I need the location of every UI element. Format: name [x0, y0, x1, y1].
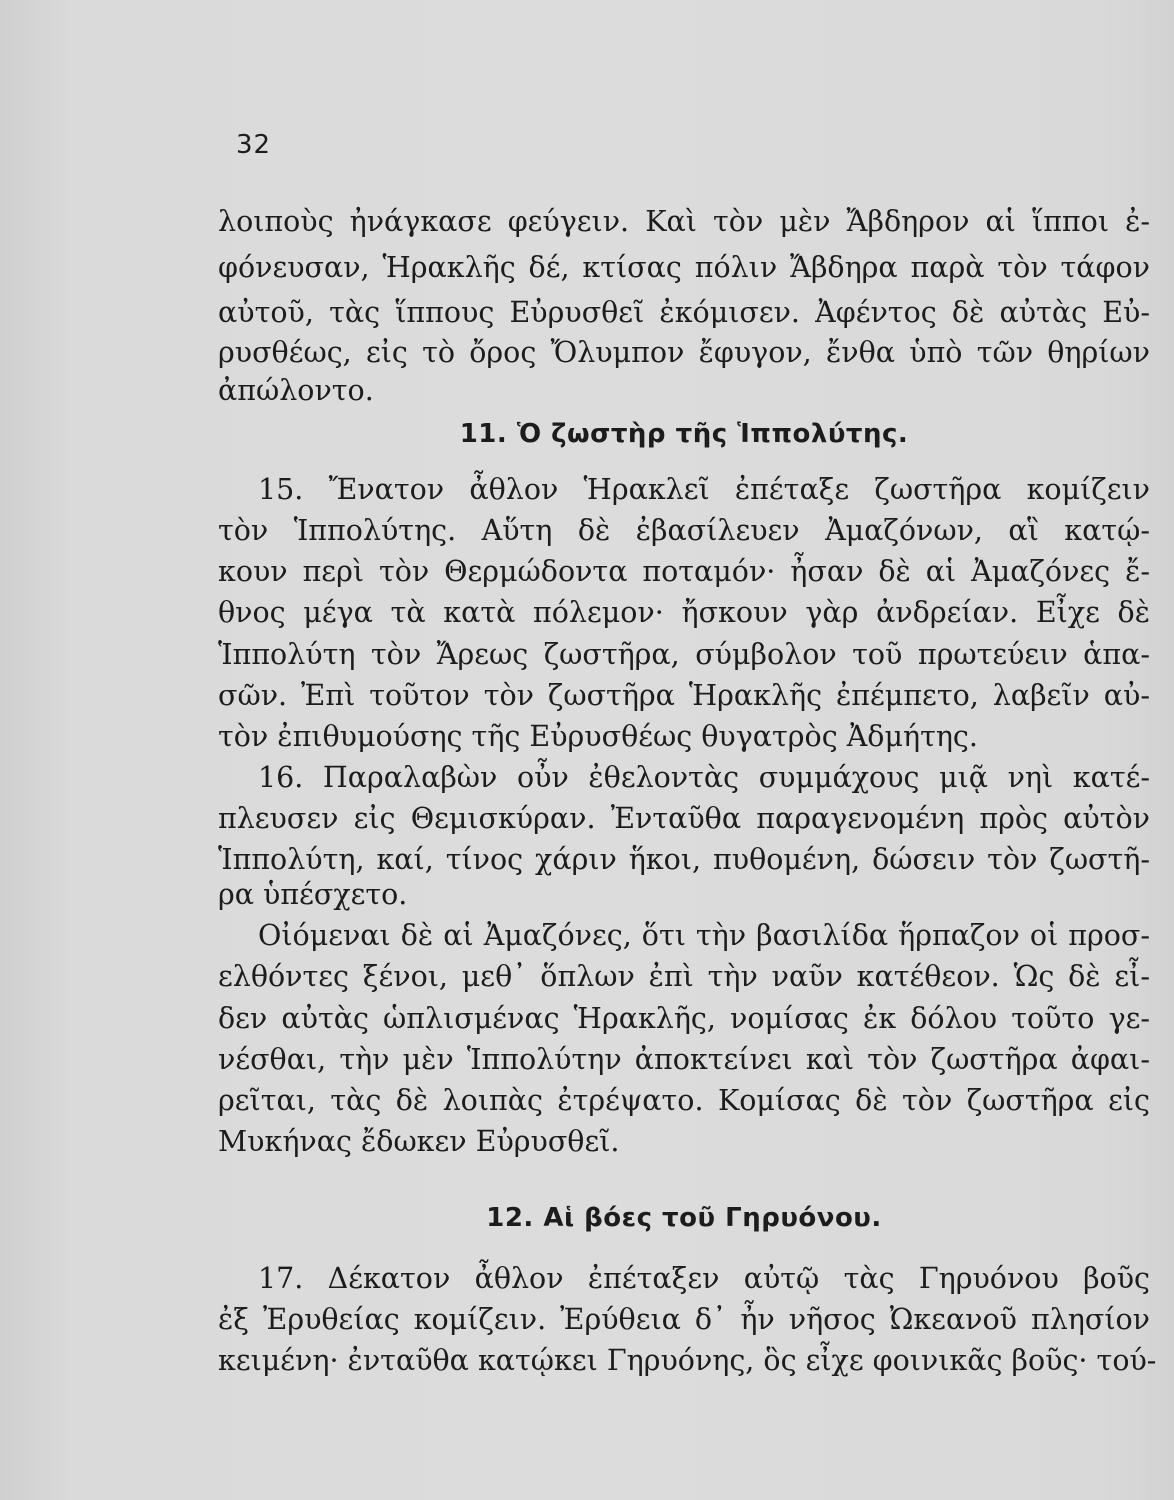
text-line: Μυκήνας ἔδωκεν Εὐρυσθεῖ. — [218, 1125, 620, 1158]
section-heading-11: 11. Ὁ ζωστὴρ τῆς Ἱππολύτης. — [459, 419, 909, 449]
text-line: ἐξ Ἐρυθείας κομίζειν. Ἐρύθεια δ᾽ ἦν νῆσος Ὠκεανοῦ πλησίον — [218, 1303, 1150, 1336]
text-line: 15. Ἔνατον ἆθλον Ἡρακλεῖ ἐπέταξε ζωστῆρα κομίζειν — [258, 473, 1150, 506]
text-line: φόνευσαν, Ἡρακλῆς δέ, κτίσας πόλιν Ἄβδηρα παρὰ τὸν τάφον — [218, 251, 1150, 284]
text-line: αὐτοῦ, τὰς ἵππους Εὐρυσθεῖ ἐκόμισεν. Ἀφέντος δὲ αὐτὰς Εὐ- — [218, 296, 1150, 329]
text-line: ρυσθέως, εἰς τὸ ὄρος Ὄλυμπον ἔφυγον, ἔνθα ὑπὸ τῶν θηρίων — [218, 336, 1150, 369]
text-line: σῶν. Ἐπὶ τοῦτον τὸν ζωστῆρα Ἡρακλῆς ἐπέμπετο, λαβεῖν αὐ- — [218, 679, 1150, 712]
section-heading-12: 12. Αἱ βόες τοῦ Γηρυόνου. — [486, 1203, 882, 1233]
text-line: τὸν ἐπιθυμούσης τῆς Εὐρυσθέως θυγατρὸς Ἀδμήτης. — [218, 720, 978, 753]
text-line: Ἱππολύτη τὸν Ἄρεως ζωστῆρα, σύμβολον τοῦ πρωτεύειν ἁπα- — [218, 638, 1150, 671]
text-line: Οἰόμεναι δὲ αἱ Ἀμαζόνες, ὅτι τὴν βασιλίδα ἥρπαζον οἱ προσ- — [258, 919, 1150, 952]
text-line: θνος μέγα τὰ κατὰ πόλεμον· ἤσκουν γὰρ ἀνδρείαν. Εἶχε δὲ — [218, 596, 1150, 629]
text-line: πλευσεν εἰς Θεμισκύραν. Ἐνταῦθα παραγενομένη πρὸς αὐτὸν — [218, 802, 1150, 835]
text-line: ρεῖται, τὰς δὲ λοιπὰς ἐτρέψατο. Κομίσας δὲ τὸν ζωστῆρα εἰς — [218, 1084, 1150, 1117]
text-line: κειμένη· ἐνταῦθα κατῴκει Γηρυόνης, ὃς εἶχε φοινικᾶς βοῦς· τού- — [218, 1344, 1157, 1377]
text-line: ἀπώλοντο. — [218, 374, 374, 407]
text-line: λοιποὺς ἠνάγκασε φεύγειν. Καὶ τὸν μὲν Ἄβδηρον αἱ ἵπποι ἐ- — [218, 205, 1150, 238]
text-line: 16. Παραλαβὼν οὖν ἐθελοντὰς συμμάχους μιᾷ νηὶ κατέ- — [258, 761, 1150, 794]
text-line: δεν αὐτὰς ὡπλισμένας Ἡρακλῆς, νομίσας ἐκ δόλου τοῦτο γε- — [218, 1002, 1150, 1035]
text-line: κουν περὶ τὸν Θερμώδοντα ποταμόν· ἦσαν δὲ αἱ Ἀμαζόνες ἔ- — [218, 555, 1150, 588]
text-line: νέσθαι, τὴν μὲν Ἱππολύτην ἀποκτείνει καὶ τὸν ζωστῆρα ἀφαι- — [218, 1043, 1150, 1076]
text-line: 17. Δέκατον ἆθλον ἐπέταξεν αὐτῷ τὰς Γηρυόνου βοῦς — [258, 1262, 1150, 1295]
text-line: ρα ὑπέσχετο. — [218, 878, 408, 911]
page-number: 32 — [236, 130, 272, 160]
text-line: Ἱππολύτη, καί, τίνος χάριν ἥκοι, πυθομένη, δώσειν τὸν ζωστῆ- — [218, 843, 1150, 876]
text-line: ελθόντες ξένοι, μεθ᾽ ὅπλων ἐπὶ τὴν ναῦν κατέθεον. Ὡς δὲ εἶ- — [218, 960, 1150, 993]
text-line: τὸν Ἱππολύτης. Αὕτη δὲ ἐβασίλευεν Ἀμαζόνων, αἳ κατῴ- — [218, 514, 1150, 547]
